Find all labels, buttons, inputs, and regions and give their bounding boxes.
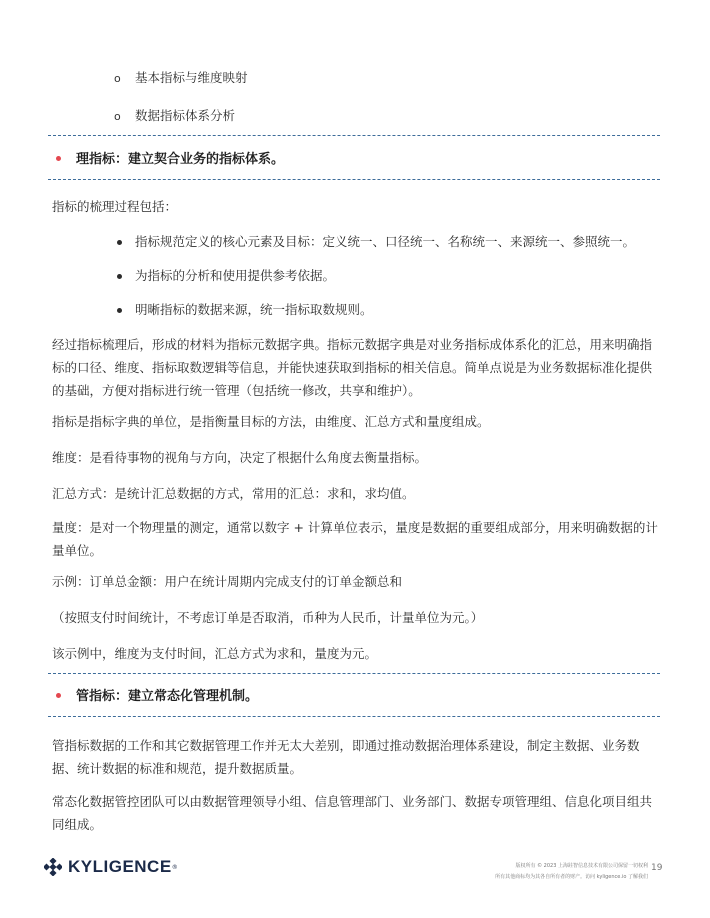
bullet-icon	[117, 240, 122, 245]
paragraph: 该示例中，维度为支付时间，汇总方式为求和，量度为元。	[52, 646, 378, 661]
list-item: 为指标的分析和使用提供参考依据。	[135, 268, 336, 283]
list-item: 明晰指标的数据来源，统一指标取数规则。	[135, 302, 373, 317]
red-bullet-icon	[56, 693, 61, 698]
paragraph: 管指标数据的工作和其它数据管理工作并无太大差别，即通过推动数据治理体系建设，制定主数据、业务数据、统计数据的标准和规范，提升数据质量。	[52, 738, 640, 776]
section-divider	[48, 716, 660, 717]
paragraph: 示例：订单总金额：用户在统计周期内完成支付的订单金额总和	[52, 574, 403, 589]
logo-text: KYLIGENCE	[68, 857, 172, 876]
section-divider	[48, 673, 660, 674]
section-heading: 管指标：建立常态化管理机制。	[76, 689, 259, 704]
bullet-icon	[117, 308, 122, 313]
copyright-line: 版权所有 © 2023 上海跬智信息技术有限公司保留一切权利	[515, 863, 648, 869]
kyligence-mark-icon	[44, 858, 62, 876]
paragraph: 量度：是对一个物理量的测定，通常以数字 + 计算单位表示，量度是数据的重要组成部分，用来明确数据的计量单位。	[52, 520, 658, 558]
kyligence-logo	[44, 857, 178, 877]
page-number: 19	[651, 863, 663, 873]
list-item: 数据指标体系分析	[135, 108, 236, 123]
paragraph: 汇总方式：是统计汇总数据的方式，常用的汇总：求和，求均值。	[52, 486, 415, 501]
circle-bullet-icon: o	[114, 72, 121, 85]
red-bullet-icon	[56, 156, 61, 161]
list-item: 基本指标与维度映射	[135, 70, 248, 85]
section-heading: 理指标：建立契合业务的指标体系。	[76, 152, 285, 167]
bullet-icon	[117, 274, 122, 279]
section-divider	[48, 179, 660, 180]
circle-bullet-icon: o	[114, 110, 121, 123]
copyright-line: 所有其他商标均为其各自所有者的财产。访问 kyligence.io 了解我们	[495, 874, 648, 880]
paragraph: 经过指标梳理后，形成的材料为指标元数据字典。指标元数据字典是对业务指标成体系化的汇总，用来明确指标的口径、维度、指标取数逻辑等信息，并能快速获取到指标的相关信息。简单点说是为业务数据标准化提供的基础，方便对指标进行统一管理（包括统一修改，共享和维护）。	[52, 337, 653, 398]
paragraph: 指标是指标字典的单位，是指衡量目标的方法，由维度、汇总方式和量度组成。	[52, 414, 490, 429]
list-item: 指标规范定义的核心元素及目标：定义统一、口径统一、名称统一、来源统一、参照统一。	[135, 234, 636, 249]
paragraph: （按照支付时间统计，不考虑订单是否取消，币种为人民币，计量单位为元。）	[52, 610, 484, 625]
paragraph: 指标的梳理过程包括：	[52, 199, 178, 214]
section-divider	[48, 135, 660, 136]
registered-mark: ®	[171, 863, 178, 871]
paragraph: 维度：是看待事物的视角与方向，决定了根据什么角度去衡量指标。	[52, 450, 428, 465]
paragraph: 常态化数据管控团队可以由数据管理领导小组、信息管理部门、业务部门、数据专项管理组、信息化项目组共同组成。	[52, 794, 653, 832]
